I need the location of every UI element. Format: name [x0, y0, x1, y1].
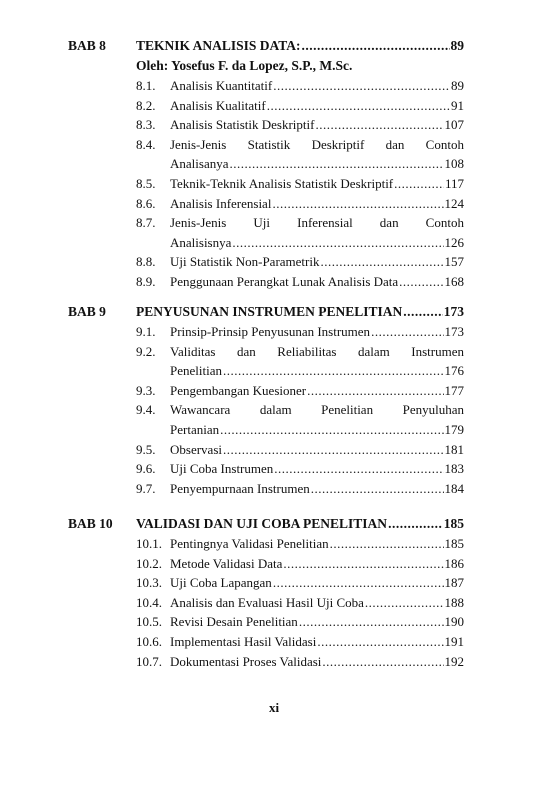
- entry-title-continued: Pertanian: [170, 421, 220, 437]
- toc-entry-8-5[interactable]: [136, 174, 464, 194]
- entry-number: 8.8.: [136, 254, 156, 270]
- toc-entry-9-5[interactable]: [136, 440, 464, 460]
- entry-title: Uji Coba Instrumen: [170, 461, 274, 477]
- toc-entry-10-1[interactable]: [136, 534, 464, 554]
- toc-entry-9-7[interactable]: [136, 479, 464, 499]
- entry-title-continued: Analisanya: [170, 156, 229, 172]
- entry-title: Analisis Inferensial: [170, 195, 272, 211]
- entry-title-line: [170, 135, 464, 155]
- chapter-title: TEKNIK ANALISIS DATA:: [136, 38, 301, 53]
- dot-leader: [229, 154, 443, 174]
- entry-number: 9.4.: [136, 402, 156, 418]
- entry-number: 8.2.: [136, 97, 156, 113]
- chapter-number: BAB 9: [68, 304, 106, 319]
- title-word: Statistik: [247, 136, 291, 152]
- entry-number: 9.7.: [136, 480, 156, 496]
- entry-number: 8.4.: [136, 136, 156, 152]
- entry-page: 117: [444, 175, 464, 191]
- title-word: Penyuluhan: [402, 402, 464, 418]
- dot-leader: [320, 252, 443, 272]
- entry-number: 8.9.: [136, 273, 156, 289]
- entry-title: Uji Statistik Non-Parametrik: [170, 254, 320, 270]
- toc-entry-10-6[interactable]: [136, 632, 464, 652]
- entry-page: 124: [444, 195, 464, 211]
- entry-page: 176: [444, 363, 464, 379]
- chapter-author: Oleh: Yosefus F. da Lopez, S.P., M.Sc.: [136, 58, 353, 73]
- entry-title: Penggunaan Perangkat Lunak Analisis Data: [170, 273, 399, 289]
- chapter-heading[interactable]: [68, 36, 464, 56]
- title-word: Reliabilitas: [277, 343, 337, 359]
- dot-leader: [272, 194, 443, 214]
- entry-page: 177: [444, 382, 464, 398]
- entry-title: Pengembangan Kuesioner: [170, 382, 307, 398]
- dot-leader: [223, 440, 444, 460]
- entry-page: 157: [444, 254, 464, 270]
- toc-entry-9-6[interactable]: [136, 459, 464, 479]
- dot-leader: [365, 593, 444, 613]
- entry-title: Metode Validasi Data: [170, 555, 283, 571]
- title-word: dan: [237, 343, 256, 359]
- entry-number: 8.7.: [136, 215, 156, 231]
- entry-page: 108: [444, 156, 464, 172]
- entry-number: 9.2.: [136, 343, 156, 359]
- toc-entry-10-4[interactable]: [136, 593, 464, 613]
- toc-entry-10-2[interactable]: [136, 554, 464, 574]
- entry-title: Penyempurnaan Instrumen: [170, 480, 310, 496]
- dot-leader: [330, 534, 444, 554]
- title-word: dalam: [358, 343, 390, 359]
- entry-page: 179: [444, 421, 464, 437]
- dot-leader: [299, 612, 444, 632]
- entry-page: 190: [444, 614, 464, 630]
- chapter-bab-9: [68, 302, 464, 498]
- toc-entry-8-9[interactable]: [136, 272, 464, 292]
- dot-leader: [399, 272, 443, 292]
- dot-leader: [317, 632, 443, 652]
- entry-page: 186: [444, 555, 464, 571]
- chapter-bab-10: [68, 514, 464, 671]
- title-word: dalam: [259, 402, 292, 418]
- title-word: Jenis-Jenis: [170, 136, 227, 152]
- entry-title-continued: Penelitian: [170, 363, 222, 379]
- title-word: dan: [385, 136, 405, 152]
- entry-title: Uji Coba Lapangan: [170, 575, 272, 591]
- entry-title-line: [170, 342, 464, 362]
- entry-number: 10.7.: [136, 653, 162, 669]
- toc-entry-9-3[interactable]: [136, 381, 464, 401]
- title-word: Wawancara: [170, 402, 231, 418]
- entry-page: 192: [444, 653, 464, 669]
- dot-leader: [283, 554, 443, 574]
- entry-number: 9.5.: [136, 441, 156, 457]
- toc-entry-10-7[interactable]: [136, 652, 464, 672]
- chapter-page: 185: [443, 516, 464, 531]
- dot-leader: [311, 479, 444, 499]
- entry-number: 10.6.: [136, 633, 162, 649]
- entry-number: 8.6.: [136, 195, 156, 211]
- dot-leader: [403, 302, 442, 322]
- toc-entry-8-3[interactable]: [136, 115, 464, 135]
- entry-page: 168: [444, 273, 464, 289]
- entry-number: 10.5.: [136, 614, 162, 630]
- chapter-heading[interactable]: [68, 514, 464, 534]
- toc-entry-10-5[interactable]: [136, 612, 464, 632]
- dot-leader: [220, 420, 443, 440]
- dot-leader: [232, 233, 443, 253]
- dot-leader: [307, 381, 443, 401]
- dot-leader: [273, 573, 444, 593]
- title-word: Deskriptif: [311, 136, 365, 152]
- entry-title: Teknik-Teknik Analisis Statistik Deskriptif: [170, 175, 394, 191]
- entry-title-line: [170, 213, 464, 233]
- dot-leader: [371, 322, 443, 342]
- title-word: Contoh: [425, 215, 464, 231]
- dot-leader: [315, 115, 443, 135]
- chapter-number: BAB 10: [68, 516, 113, 531]
- toc-entry-9-4[interactable]: [136, 400, 464, 439]
- toc-entry-10-3[interactable]: [136, 573, 464, 593]
- toc-entry-8-6[interactable]: [136, 194, 464, 214]
- title-word: dan: [379, 215, 399, 231]
- chapter-heading[interactable]: [68, 302, 464, 322]
- entry-page: 183: [444, 461, 464, 477]
- toc-entry-8-1[interactable]: [136, 76, 464, 96]
- chapter-title: VALIDASI DAN UJI COBA PENELITIAN: [136, 516, 388, 531]
- entry-page: 188: [444, 594, 464, 610]
- entry-page: 184: [444, 480, 464, 496]
- entry-title-line: [170, 400, 464, 420]
- toc-entry-8-4[interactable]: [136, 135, 464, 174]
- chapter-title: PENYUSUNAN INSTRUMEN PENELITIAN: [136, 304, 403, 319]
- toc-entry-8-8[interactable]: [136, 252, 464, 272]
- entry-title-continued: Analisisnya: [170, 234, 232, 250]
- entry-title: Analisis Kualitatif: [170, 97, 266, 113]
- chapter-bab-8: [68, 36, 464, 292]
- chapter-page: 173: [443, 304, 464, 319]
- entry-page: 187: [444, 575, 464, 591]
- entry-number: 8.1.: [136, 78, 156, 93]
- title-word: Uji: [253, 215, 271, 231]
- dot-leader: [267, 96, 450, 116]
- entry-title: Analisis Statistik Deskriptif: [170, 117, 315, 133]
- title-word: Instrumen: [411, 343, 464, 359]
- entry-title: Prinsip-Prinsip Penyusunan Instrumen: [170, 324, 371, 339]
- entry-title: Observasi: [170, 441, 222, 457]
- entry-page: 191: [444, 633, 464, 649]
- entry-number: 10.3.: [136, 575, 162, 591]
- title-word: Inferensial: [297, 215, 353, 231]
- entry-title: Implementasi Hasil Validasi: [170, 633, 317, 649]
- dot-leader: [394, 174, 444, 194]
- entry-page: 173: [444, 324, 464, 339]
- entry-number: 8.3.: [136, 117, 156, 133]
- dot-leader: [302, 36, 450, 56]
- dot-leader: [388, 514, 443, 534]
- entry-page: 181: [444, 441, 464, 457]
- entry-number: 9.1.: [136, 324, 156, 339]
- title-word: Jenis-Jenis: [170, 215, 227, 231]
- entry-number: 10.1.: [136, 536, 162, 551]
- entry-number: 8.5.: [136, 175, 156, 191]
- entry-title: Dokumentasi Proses Validasi: [170, 653, 322, 669]
- toc-entry-9-1[interactable]: [136, 322, 464, 342]
- entry-number: 10.2.: [136, 555, 162, 571]
- page-number: xi: [268, 700, 280, 715]
- dot-leader: [223, 361, 444, 381]
- dot-leader: [322, 652, 443, 672]
- entry-page: 185: [444, 536, 464, 551]
- toc-entry-8-7[interactable]: [136, 213, 464, 252]
- entry-number: 10.4.: [136, 594, 162, 610]
- toc-entry-8-2[interactable]: [136, 96, 464, 116]
- dot-leader: [274, 459, 443, 479]
- entry-page: 89: [451, 78, 464, 93]
- chapter-number: BAB 8: [68, 38, 106, 53]
- entry-title: Revisi Desain Penelitian: [170, 614, 298, 630]
- title-word: Validitas: [170, 343, 216, 359]
- entry-page: 126: [444, 234, 464, 250]
- toc-entry-9-2[interactable]: [136, 342, 464, 381]
- entry-title: Pentingnya Validasi Penelitian: [170, 536, 329, 551]
- entry-title: Analisis dan Evaluasi Hasil Uji Coba: [170, 594, 364, 610]
- entry-number: 9.6.: [136, 461, 156, 477]
- entry-page: 107: [444, 117, 464, 133]
- title-word: Contoh: [425, 136, 464, 152]
- dot-leader: [273, 76, 450, 96]
- entry-page: 91: [451, 97, 464, 113]
- title-word: Penelitian: [321, 402, 374, 418]
- entry-title: Analisis Kuantitatif: [170, 78, 273, 93]
- entry-number: 9.3.: [136, 382, 156, 398]
- chapter-page: 89: [450, 38, 464, 53]
